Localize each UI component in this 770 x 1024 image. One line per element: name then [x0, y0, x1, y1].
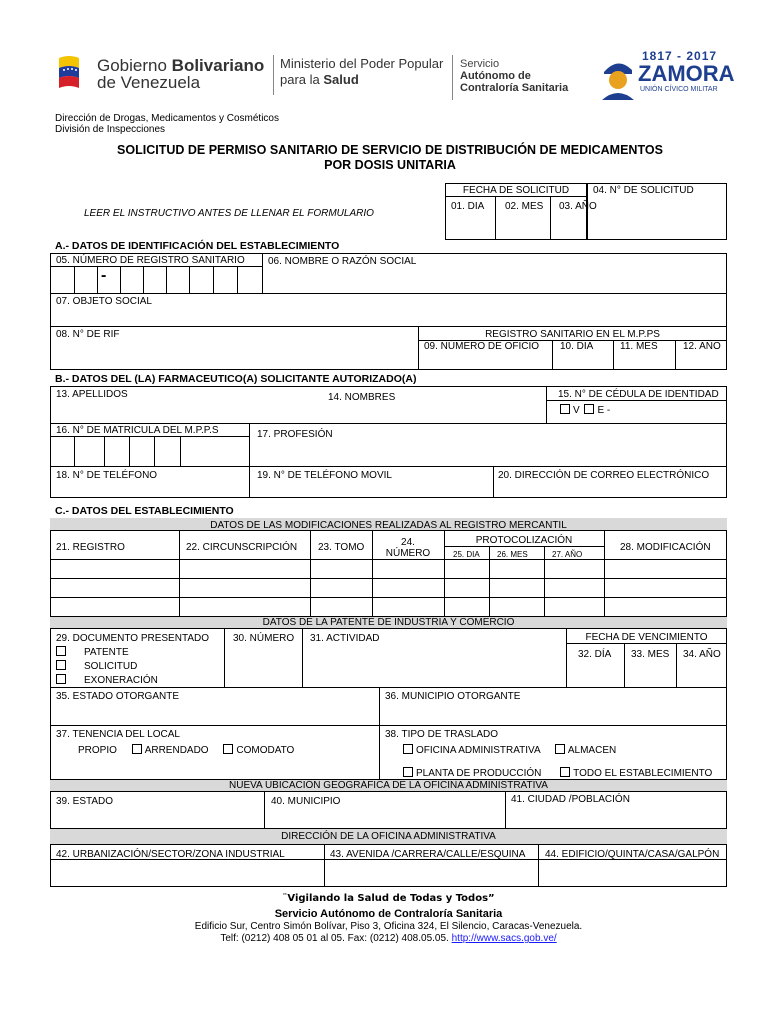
solicitud-checkbox[interactable]	[56, 660, 66, 670]
modificacion-col: 28. MODIFICACIÓN	[620, 542, 711, 553]
modif-header: DATOS DE LAS MODIFICACIONES REALIZADAS AL REGISTRO MERCANTIL	[210, 520, 567, 531]
dia-field[interactable]: 01. DIA	[451, 201, 485, 212]
footer-slogan: ¨Vigilando la Salud de Todas y Todos”	[282, 893, 495, 904]
numero-oficio-label: 09. NÚMERO DE OFICIO	[424, 341, 540, 352]
section-a-title: A.- DATOS DE IDENTIFICACIÓN DEL ESTABLECIMIENTO	[55, 240, 340, 252]
traslado-label: 38. TIPO DE TRASLADO	[385, 729, 499, 740]
estado-otorgante-label: 35. ESTADO OTORGANTE	[56, 691, 179, 702]
registro-sanitario-label: 05. NÚMERO DE REGISTRO SANITARIO	[56, 255, 245, 266]
numero-col: 24.	[401, 537, 415, 548]
arrendado-checkbox[interactable]	[132, 744, 142, 754]
estado-label: 39. ESTADO	[56, 796, 114, 807]
cedula-label: 15. N° DE CÉDULA DE IDENTIDAD	[558, 389, 719, 400]
cedula-e-label: E -	[597, 405, 611, 416]
patente-header: DATOS DE LA PATENTE DE INDUSTRIA Y COMERCIO	[262, 617, 515, 628]
nombres-label: 14. NOMBRES	[328, 392, 396, 403]
profesion-label: 17. PROFESIÓN	[257, 429, 333, 440]
rif-label: 08. N° DE RIF	[56, 329, 120, 340]
mes-field[interactable]: 02. MES	[505, 201, 544, 212]
anio-a-label: 12. AÑO	[683, 341, 721, 352]
avenida-label: 43. AVENIDA /CARRERA/CALLE/ESQUINA	[330, 849, 526, 860]
zamora-logo	[598, 49, 735, 102]
gob-line1a: Gobierno	[97, 56, 172, 75]
instructivo-note: LEER EL INSTRUCTIVO ANTES DE LLENAR EL FORMULARIO	[84, 208, 374, 219]
zamora-portrait-icon	[598, 56, 638, 100]
page-title: SOLICITUD DE PERMISO SANITARIO DE SERVICIO DE DISTRIBUCIÓN DE MEDICAMENTOS	[117, 143, 663, 157]
numero-col-2: NÚMERO	[385, 548, 431, 559]
gob-line2: de Venezuela	[97, 73, 201, 92]
section-c-title: C.- DATOS DEL ESTABLECIMIENTO	[55, 505, 234, 517]
zamora-name: ZAMORA	[638, 61, 735, 86]
venezuela-flag-icon	[55, 52, 95, 92]
comodato-label: COMODATO	[236, 745, 295, 756]
servicio-logo	[460, 58, 600, 103]
exoneracion-label: EXONERACIÓN	[84, 675, 158, 686]
edificio-label: 44. EDIFICIO/QUINTA/CASA/GALPÓN	[545, 849, 720, 860]
footer-phones: Telf: (0212) 408 05 01 al 05. Fax: (0212) 408.05.05.	[220, 933, 449, 944]
almacen-checkbox[interactable]	[555, 744, 565, 754]
gob-line1b: Bolivariano	[171, 56, 265, 75]
footer-url-link[interactable]: http://www.sacs.gob.ve/	[451, 933, 557, 944]
zamora-sub: UNIÓN CÍVICO MILITAR	[640, 86, 718, 93]
razon-social-label: 06. NOMBRE O RAZÓN SOCIAL	[268, 256, 417, 267]
matricula-label: 16. N° DE MATRICULA DEL M.P.P.S	[56, 425, 219, 436]
propio-label: PROPIO	[78, 745, 117, 756]
movil-label: 19. N° DE TELÉFONO MOVIL	[257, 470, 392, 481]
section-a-box	[50, 253, 727, 370]
exoneracion-checkbox[interactable]	[56, 674, 66, 684]
comodato-checkbox[interactable]	[223, 744, 233, 754]
anio-field[interactable]: 03. AÑO	[559, 201, 597, 212]
municipio-otorgante-label: 36. MUNICIPIO OTORGANTE	[385, 691, 521, 702]
dept-line2: División de Inspecciones	[55, 124, 166, 135]
municipio-label: 40. MUNICIPIO	[271, 796, 341, 807]
urbanizacion-label: 42. URBANIZACIÓN/SECTOR/ZONA INDUSTRIAL	[56, 849, 285, 860]
correo-label: 20. DIRECCIÓN DE CORREO ELECTRÓNICO	[498, 470, 710, 481]
apellidos-label: 13. APELLIDOS	[56, 389, 128, 400]
arrendado-label: ARRENDADO	[144, 745, 209, 756]
section-c-box	[50, 518, 727, 860]
footer-org: Servicio Autónomo de Contraloría Sanitaria	[274, 908, 503, 920]
tenencia-label: 37. TENENCIA DEL LOCAL	[56, 729, 180, 740]
almacen-label: ALMACEN	[567, 745, 617, 756]
planta-label: PLANTA DE PRODUCCIÓN	[416, 768, 542, 779]
telefono-label: 18. N° DE TELÉFONO	[56, 470, 158, 481]
direccion-header: DIRECCIÓN DE LA OFICINA ADMINISTRATIVA	[281, 831, 496, 842]
dia-c-col: 25. DIA	[453, 550, 480, 559]
ministerio-logo	[280, 57, 450, 97]
num-solicitud-label: 04. N° DE SOLICITUD	[593, 185, 694, 196]
ministerio-line2a: para la	[280, 72, 324, 87]
ministerio-line2b: Salud	[323, 72, 359, 87]
dia-venc-label: 32. DÍA	[578, 649, 612, 660]
fecha-solicitud-label: FECHA DE SOLICITUD	[462, 185, 570, 196]
tomo-col: 23. TOMO	[318, 542, 365, 553]
servicio-line2: Autónomo de	[460, 70, 531, 82]
oficina-checkbox[interactable]	[403, 744, 413, 754]
todo-label: TODO EL ESTABLECIMIENTO	[573, 768, 713, 779]
anio-venc-label: 34. AÑO	[683, 649, 721, 660]
mes-c-col: 26. MES	[497, 550, 528, 559]
todo-checkbox[interactable]	[560, 767, 570, 777]
patente-checkbox[interactable]	[56, 646, 66, 656]
actividad-label: 31. ACTIVIDAD	[310, 633, 380, 644]
servicio-line3: Contraloría Sanitaria	[460, 82, 569, 94]
dia-a-label: 10. DIA	[560, 341, 594, 352]
planta-checkbox[interactable]	[403, 767, 413, 777]
zamora-years: 1817 - 2017	[642, 49, 718, 63]
documento-label: 29. DOCUMENTO PRESENTADO	[56, 633, 209, 644]
registro-col: 21. REGISTRO	[56, 542, 125, 553]
ciudad-label: 41. CIUDAD /POBLACIÓN	[511, 794, 630, 805]
mes-venc-label: 33. MES	[631, 649, 670, 660]
registro-mpps-label: REGISTRO SANITARIO EN EL M.P.PS	[485, 329, 660, 340]
servicio-line1: Servicio	[460, 58, 500, 70]
dept-line1: Dirección de Drogas, Medicamentos y Cosméticos	[55, 113, 279, 124]
oficina-label: OFICINA ADMINISTRATIVA	[416, 745, 541, 756]
cedula-e-checkbox[interactable]	[584, 404, 594, 414]
mes-a-label: 11. MES	[620, 341, 658, 352]
footer-address: Edificio Sur, Centro Simón Bolívar, Piso 3, Oficina 324, El Silencio, Caracas-Venezuela.	[194, 921, 583, 932]
cedula-v-label: V	[573, 405, 580, 416]
registro-dash: -	[101, 267, 107, 284]
cedula-v-checkbox[interactable]	[560, 404, 570, 414]
page-title-line2: POR DOSIS UNITARIA	[324, 158, 456, 172]
solicitud-label: SOLICITUD	[84, 661, 138, 672]
anio-c-col: 27. AÑO	[552, 550, 583, 559]
fecha-vencimiento-label: FECHA DE VENCIMIENTO	[585, 632, 708, 643]
gobierno-logo	[55, 50, 270, 95]
patente-label: PATENTE	[84, 647, 129, 658]
section-b-title: B.- DATOS DEL (LA) FARMACEUTICO(A) SOLICITANTE AUTORIZADO(A)	[55, 373, 417, 385]
protocolizacion-col: PROTOCOLIZACIÓN	[475, 535, 573, 546]
ministerio-line1: Ministerio del Poder Popular	[280, 56, 444, 71]
ubicacion-header: NUEVA UBICACIÓN GEOGRÁFICA DE LA OFICINA ADMINISTRATIVA	[229, 780, 548, 791]
circunscripcion-col: 22. CIRCUNSCRIPCIÓN	[186, 542, 298, 553]
numero-patente-label: 30. NÚMERO	[233, 633, 295, 644]
objeto-social-label: 07. OBJETO SOCIAL	[56, 296, 152, 307]
